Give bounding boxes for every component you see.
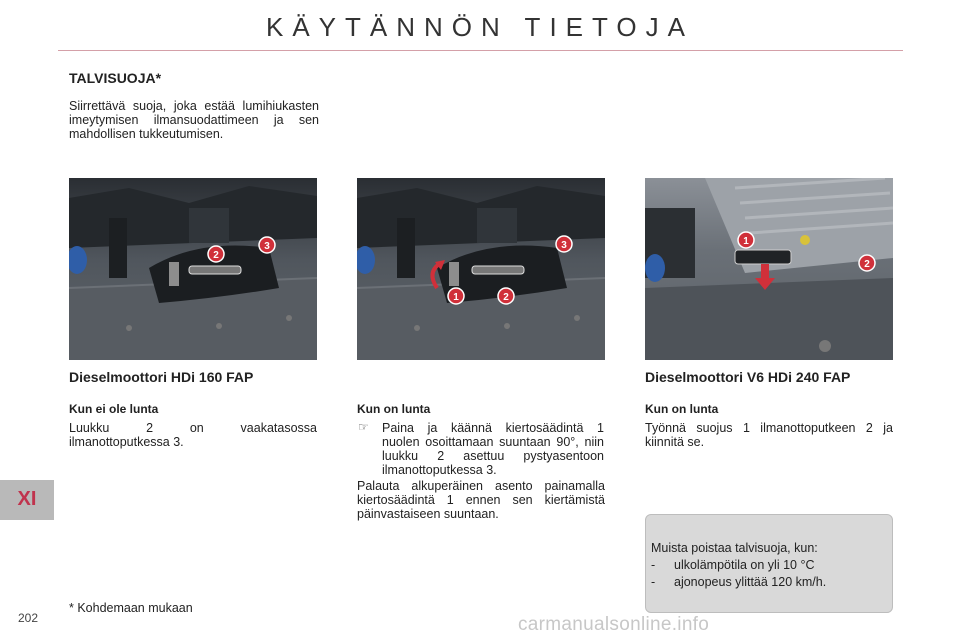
footnote: * Kohdemaan mukaan [69, 601, 193, 615]
page-title: KÄYTÄNNÖN TIETOJA [266, 12, 694, 42]
intro-paragraph: Siirrettävä suoja, joka estää lumihiukasten imeytymisen ilmansuodattimeen ja sen mahdollisen tukkeutumisen. [69, 99, 319, 141]
marker-label: 2 [503, 292, 509, 303]
section-heading: TALVISUOJA* [69, 70, 162, 86]
paragraph-v6: Työnnä suojus 1 ilmanottoputkeen 2 ja kiinnitä se. [645, 421, 893, 449]
engine-photo-v6-snow [645, 178, 893, 360]
numbered-callout-icon [738, 232, 754, 248]
marker-label: 3 [264, 241, 270, 252]
title-divider [58, 50, 903, 51]
numbered-callout-icon [448, 288, 464, 304]
instruction-bullet: Paina ja käännä kiertosäädintä 1 nuolen osoittamaan suuntaan 90°, niin luukku 2 asettuu pystyasentoon ilmanottoputkessa 3. [382, 421, 604, 477]
numbered-callout-icon [498, 288, 514, 304]
numbered-callout-icon [556, 236, 572, 252]
paragraph-restore: Palauta alkuperäinen asento painamalla kiertosäädintä 1 ennen sen kiertämistä päinvastaiseen suuntaan. [357, 479, 605, 521]
note-item: ulkolämpötila on yli 10 °C [674, 558, 815, 572]
marker-label: 2 [213, 250, 219, 261]
note-dash: - [651, 558, 656, 572]
subheading-snow: Kun on lunta [357, 402, 431, 416]
marker-label: 2 [864, 259, 870, 270]
note-dash: - [651, 575, 656, 589]
page-number: 202 [18, 611, 39, 625]
numbered-callout-icon [259, 237, 275, 253]
numbered-callout-icon [859, 255, 875, 271]
subheading-snow-v6: Kun on lunta [645, 402, 719, 416]
paragraph-no-snow: Luukku 2 on vaakatasossa ilmanottoputkessa 3. [69, 421, 317, 449]
subheading-no-snow: Kun ei ole lunta [69, 402, 159, 416]
watermark: carmanualsonline.info [518, 614, 710, 635]
chapter-label: XI [17, 488, 37, 510]
marker-label: 1 [743, 236, 749, 247]
engine-caption-v6: Dieselmoottori V6 HDi 240 FAP [645, 369, 851, 385]
engine-caption-hdi160: Dieselmoottori HDi 160 FAP [69, 369, 254, 385]
pointing-hand-icon: ☞ [358, 420, 369, 434]
engine-photo-hdi160-snow [357, 178, 605, 360]
numbered-callout-icon [208, 246, 224, 262]
note-title: Muista poistaa talvisuoja, kun: [651, 541, 818, 555]
marker-label: 1 [453, 292, 459, 303]
marker-label: 3 [561, 240, 567, 251]
engine-photo-hdi160-no-snow [69, 178, 317, 360]
note-item: ajonopeus ylittää 120 km/h. [674, 575, 827, 589]
